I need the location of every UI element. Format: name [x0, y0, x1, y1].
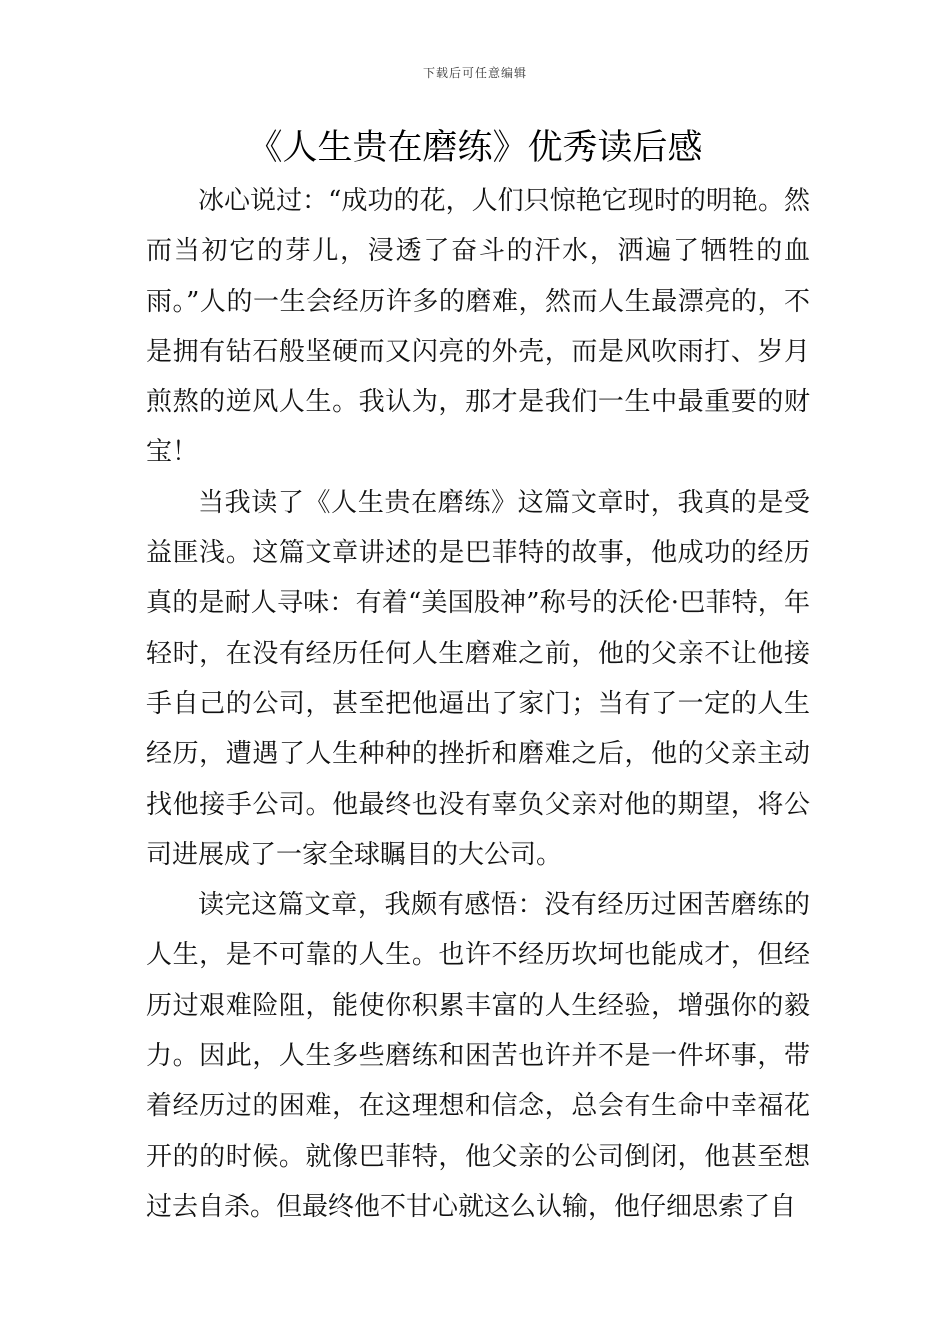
- paragraph-2: 当我读了《人生贵在磨练》这篇文章时，我真的是受益匪浅。这篇文章讲述的是巴菲特的故事，他成功的经历真的是耐人寻味：有着“美国股神”称号的沃伦·巴菲特，年轻时，在没有经历任何人生磨难之前，他的父亲不让他接手自己的公司，甚至把他逼出了家门；当有了一定的人生经历，遭遇了人生种种的挫折和磨难之后，他的父亲主动找他接手公司。他最终也没有辜负父亲对他的期望，将公司进展成了一家全球瞩目的大公司。: [146, 487, 810, 870]
- document-title: 《人生贵在磨练》优秀读后感: [247, 128, 703, 168]
- paragraph-1: 冰心说过：“成功的花，人们只惊艳它现时的明艳。然而当初它的芽儿，浸透了奋斗的汗水，洒遍了牺牲的血雨。”人的一生会经历许多的磨难，然而人生最漂亮的，不是拥有钻石般坚硬而又闪亮的外壳，而是风吹雨打、岁月煎熬的逆风人生。我认为，那才是我们一生中最重要的财宝！: [146, 186, 810, 468]
- paragraph-3: 读完这篇文章，我颇有感悟：没有经历过困苦磨练的人生，是不可靠的人生。也许不经历坎坷也能成才，但经历过艰难险阻，能使你积累丰富的人生经验，增强你的毅力。因此，人生多些磨练和困苦也许并不是一件坏事，带着经历过的困难，在这理想和信念，总会有生命中幸福花开的的时候。就像巴菲特，他父亲的公司倒闭，他甚至想过去自杀。但最终他不甘心就这么认输，他仔细思索了自: [146, 890, 810, 1222]
- page-header-note: 下载后可任意编辑: [422, 66, 527, 80]
- document-body: [146, 176, 810, 1232]
